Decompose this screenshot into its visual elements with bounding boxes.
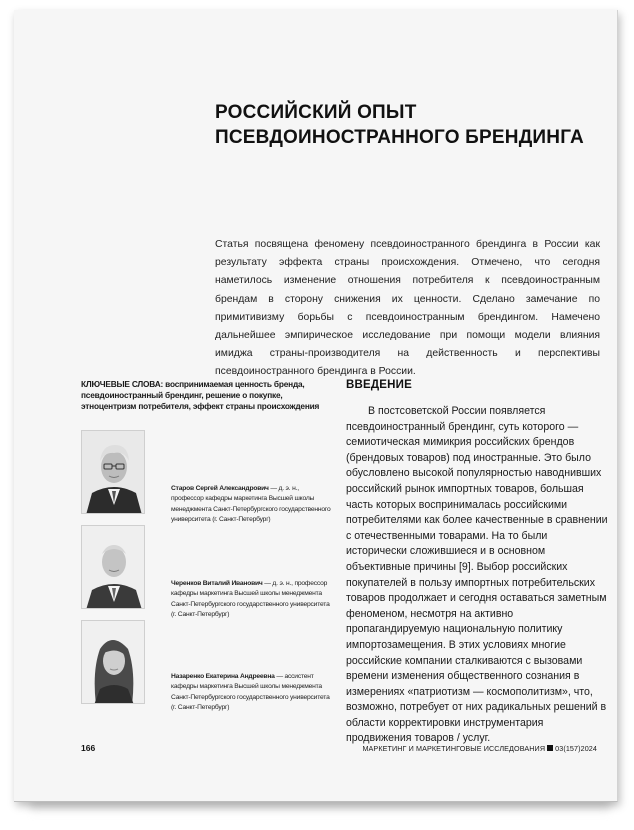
author-bio	[171, 484, 333, 526]
page-shadow	[30, 800, 610, 814]
article-title: РОССИЙСКИЙ ОПЫТ ПСЕВДОИНОСТРАННОГО БРЕНДИНГА	[215, 102, 584, 148]
portrait-man-glasses-icon	[82, 431, 145, 514]
section-heading: ВВЕДЕНИЕ	[346, 379, 412, 391]
author-name: Черенков Виталий Иванович	[171, 580, 263, 587]
author-position: — д. э. н., профессор кафедры маркетинга Высшей школы менеджмента Санкт-Петербургского государственного университета (г. Санкт-Петербург)	[171, 580, 330, 619]
author-card	[81, 525, 331, 619]
author-card	[81, 430, 331, 524]
journal-page	[14, 10, 618, 802]
author-bio	[171, 672, 333, 714]
portrait-woman-icon	[82, 621, 145, 704]
author-photo	[81, 525, 145, 609]
author-position: — д. э. н., профессор кафедры маркетинга Высшей школы менеджмента Санкт-Петербургского государственного университета (г. Санкт-Петербург)	[171, 485, 331, 524]
section-body	[346, 404, 608, 747]
author-name: Назаренко Екатерина Андреевна	[171, 673, 275, 680]
portrait-man-icon	[82, 526, 145, 609]
square-bullet-icon	[547, 745, 553, 751]
journal-name: МАРКЕТИНГ И МАРКЕТИНГОВЫЕ ИССЛЕДОВАНИЯ	[362, 744, 546, 753]
author-photo	[81, 620, 145, 704]
author-card	[81, 620, 331, 712]
page-number: 166	[81, 743, 96, 753]
article-abstract: Статья посвящена феномену псевдоиностранного брендинга в России как результату эффекта страны происхождения. Отмечено, что сегодня наметилось изменение отношения потребителя к псевдоиностранным брендам в сторону снижения их ценности. Сделано замечание по примитивизму борьбы с псевдоиностранным брендингом. Намечено дальнейшее эмпирическое исследование при помощи модели влияния имиджа страны-производителя на действенность и перспективы псевдоиностранного брендинга в России.	[215, 239, 600, 378]
keywords: КЛЮЧЕВЫЕ СЛОВА: воспринимаемая ценность бренда, псевдоиностранный брендинг, решение о покупке, этноцентризм потребителя, эффект страны происхождения	[81, 379, 320, 412]
author-name: Старов Сергей Александрович	[171, 485, 269, 492]
section-paragraph: В постсоветской России появляется псевдоиностранный брендинг, суть которого — семиотическая мимикрия российских брендов (брендовых товаров) под иностранные. Это было обусловлено высокой популярностью наводнивших российский рынок импортных товаров, большая часть которых воспринималась российскими потребителями как более качественные в сравнении с отечественными товарами. На то были исторически сложившиеся и в основном объективные причины [9]. Выбор российских покупателей в пользу импортных потребительских товаров продолжает и сегодня оставаться заметным феноменом, несмотря на активно пропагандируемую национальную политику импортозамещения. В этих условиях многие российские компании сталкиваются с вызовами времени изменения общественного сознания в измерениях «патриотизм — космополитизм», что, возможно, потребует от них радикальных решений в области корректировки инструментария продвижения товаров / услуг.	[346, 405, 608, 745]
journal-issue: 03(157)2024	[555, 744, 597, 753]
author-photo	[81, 430, 145, 514]
journal-footer	[362, 744, 597, 753]
author-position: — ассистент кафедры маркетинга Высшей школы менеджмента Санкт-Петербургского государственного университета (г. Санкт-Петербург)	[171, 673, 330, 712]
author-bio	[171, 579, 333, 621]
